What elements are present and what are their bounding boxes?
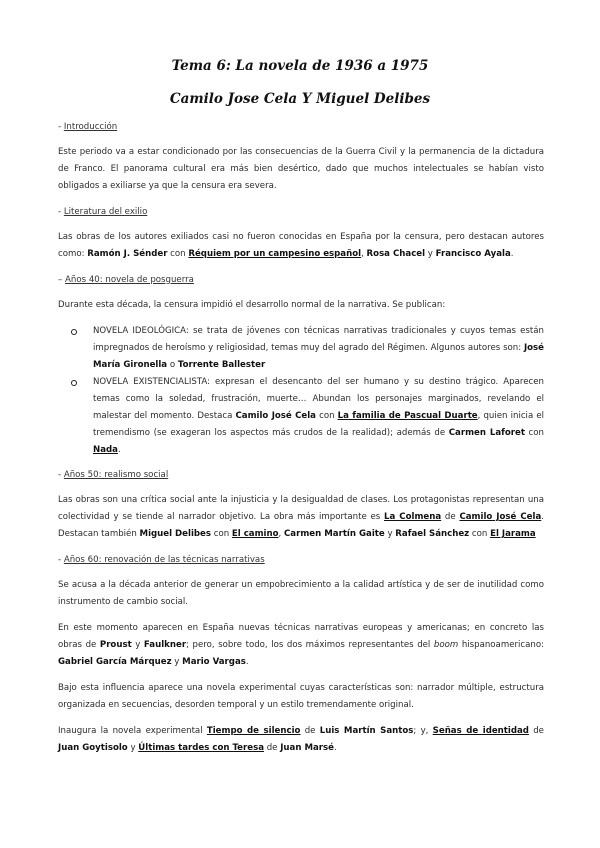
work-title: Nada [93,445,118,455]
author-name: Camilo José Cela [459,512,542,522]
section-heading-anios60: - Años 60: renovación de las técnicas narrativas [58,555,265,565]
emphasis-term: boom [433,640,459,650]
author-name: Faulkner [143,640,187,650]
author-name: Mario Vargas [182,657,246,667]
author-name: José María Gironella [93,343,544,370]
author-name: Miguel Delibes [139,529,211,539]
section-heading-anios50: - Años 50: realismo social [58,470,169,480]
anios60-paragraph-2: En este momento aparecen en España nuevas técnicas narrativas europeas y americanas; en concreto las obras de Proust y Faulkner; pero, sobre todo, los dos máximos representantes del boom hispanoamericano: Gabriel García Márquez y Mario Vargas. [58,623,544,667]
author-name: Gabriel García Márquez [58,657,172,667]
author-name: Proust [99,640,132,650]
anios60-paragraph-4: Inaugura la novela experimental Tiempo de silencio de Luis Martín Santos; y, Señas de identidad de Juan Goytisolo y Últimas tardes con Teresa de Juan Marsé. [58,726,544,753]
work-title: La Colmena [384,512,442,522]
author-name: Francisco Ayala [435,249,511,259]
anios60-paragraph-3: Bajo esta influencia aparece una novela experimental cuyas características son: narrador múltiple, estructura organizada en secuencias, desorden temporal y un estilo tremendamente original. [58,683,544,710]
exilio-paragraph: Las obras de los autores exiliados casi no fueron conocidas en España por la censura, pero destacan autores como: Ramón J. Sénder con Réquiem por un campesino español, Rosa Chacel y Francisco Ayala. [58,232,544,259]
author-name: Ramón J. Sénder [87,249,168,259]
work-title: Últimas tardes con Teresa [138,743,264,753]
anios40-paragraph: Durante esta década, la censura impidió el desarrollo normal de la narrativa. Se publican: [58,300,446,310]
intro-paragraph: Este periodo va a estar condicionado por las consecuencias de la Guerra Civil y la permanencia de la dictadura de Franco. El panorama cultural era más bien desértico, dado que muchos intelectuales se habían visto obligados a exiliarse ya que la censura era severa. [58,147,544,191]
novel-types-list [58,323,544,459]
work-title: Señas de identidad [432,726,529,736]
work-title: El camino [231,529,279,539]
work-title: Tiempo de silencio [206,726,301,736]
document-body [58,119,544,766]
author-name: Torrente Ballester [177,360,266,370]
author-name: Camilo José Cela [235,411,316,421]
anios50-paragraph: Las obras son una crítica social ante la injusticia y la desigualdad de clases. Los protagonistas representan una colectividad y se tiende al narrador objetivo. La obra más importante es La Colmena de Camilo José Cela. Destacan también Miguel Delibes con El camino, Carmen Martín Gaite y Rafael Sánchez con El Jarama [58,495,544,539]
author-name: Juan Goytisolo [58,743,128,753]
work-title: El Jarama [490,529,536,539]
section-heading-intro: - Introducción [58,122,118,132]
section-heading-exilio: - Literatura del exilio [58,207,148,217]
document-subtitle: Camilo Jose Cela Y Miguel Delibes [169,91,431,107]
section-heading-anios40: – Años 40: novela de posguerra [58,275,194,285]
work-title: La familia de Pascual Duarte [337,411,478,421]
anios60-paragraph-1: Se acusa a la década anterior de generar un empobrecimiento a la calidad artística y de ser de inutilidad como instrumento de cambio social. [58,580,544,607]
work-title: Réquiem por un campesino español [188,249,362,259]
author-name: Carmen Martín Gaite [284,529,385,539]
list-item: NOVELA IDEOLÓGICA: se trata de jóvenes con técnicas narrativas tradicionales y cuyos temas están impregnados de heroísmo y religiosidad, temas muy del agrado del Régimen. Algunos autores son: José María Gironella o Torrente Ballester [93,323,544,374]
author-name: Juan Marsé [280,743,334,753]
author-name: Carmen Laforet [448,428,525,438]
document-title: Tema 6: La novela de 1936 a 1975 [171,58,429,74]
author-name: Rafael Sánchez [395,529,470,539]
author-name: Luis Martín Santos [319,726,414,736]
list-item: NOVELA EXISTENCIALISTA: expresan el desencanto del ser humano y su destino trágico. Aparecen temas como la soledad, frustración, muerte… Abundan los personajes marginados, revelando el malestar del momento. Destaca Camilo José Cela con La familia de Pascual Duarte, quien inicia el tremendismo (se exageran los aspectos más crudos de la realidad); además de Carmen Laforet con Nada. [93,374,544,459]
author-name: Rosa Chacel [366,249,426,259]
